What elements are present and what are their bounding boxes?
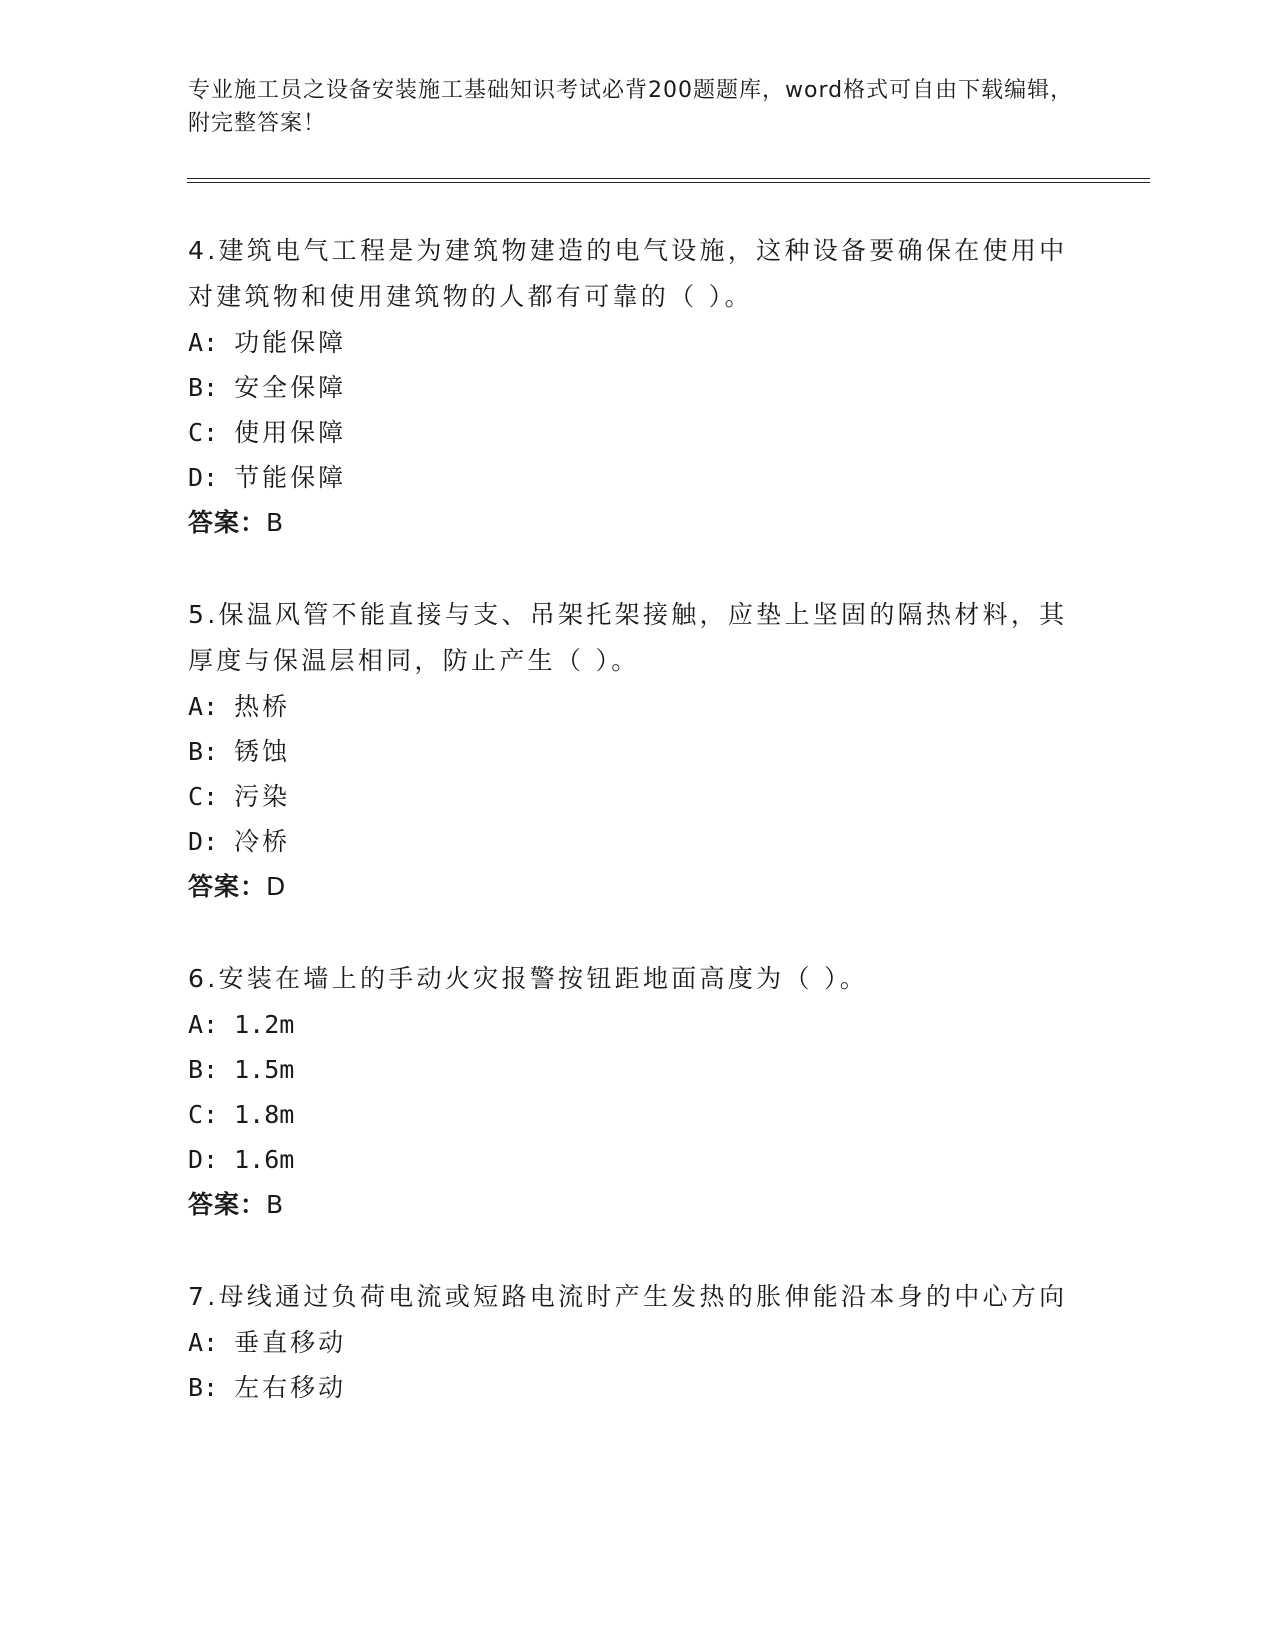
option-text: 垂直移动 <box>234 1328 347 1357</box>
question-text <box>188 592 1088 684</box>
option-letter: D: <box>188 463 219 492</box>
option-letter: A: <box>188 1010 219 1039</box>
answer-line <box>188 500 1088 546</box>
header-divider-bottom <box>187 182 1150 183</box>
answer-value: B <box>266 508 285 537</box>
answer-label: 答案： <box>188 508 267 537</box>
question-text <box>188 1274 1088 1320</box>
answer-value: B <box>266 1190 285 1219</box>
option-letter: D: <box>188 1145 219 1174</box>
option-a <box>188 1320 1088 1365</box>
option-letter: A: <box>188 1328 219 1357</box>
question-body: 安装在墙上的手动火灾报警按钮距地面高度为（ ）。 <box>218 964 869 993</box>
option-d <box>188 1137 1088 1182</box>
option-a <box>188 320 1088 365</box>
option-text: 节能保障 <box>234 463 347 492</box>
option-d <box>188 819 1088 864</box>
option-letter: D: <box>188 827 219 856</box>
option-text: 功能保障 <box>234 328 347 357</box>
option-letter: B: <box>188 737 219 766</box>
question-text <box>188 956 1088 1002</box>
option-text: 1.6m <box>234 1145 295 1174</box>
option-b <box>188 729 1088 774</box>
option-letter: C: <box>188 1100 219 1129</box>
option-text: 1.2m <box>234 1010 295 1039</box>
option-text: 锈蚀 <box>234 737 291 766</box>
option-letter: A: <box>188 692 219 721</box>
question-5 <box>188 592 1088 910</box>
document-header: 专业施工员之设备安装施工基础知识考试必背200题题库，word格式可自由下载编辑，附完整答案！ <box>188 78 1074 136</box>
option-letter: B: <box>188 1373 219 1402</box>
option-a <box>188 684 1088 729</box>
option-b <box>188 1365 1088 1410</box>
question-text <box>188 228 1088 320</box>
option-d <box>188 455 1088 500</box>
option-letter: B: <box>188 373 219 402</box>
question-body: 母线通过负荷电流或短路电流时产生发热的胀伸能沿本身的中心方向 <box>218 1282 1068 1311</box>
option-letter: C: <box>188 418 219 447</box>
answer-line <box>188 864 1088 910</box>
answer-line <box>188 1182 1088 1228</box>
option-b <box>188 365 1088 410</box>
question-body: 建筑电气工程是为建筑物建造的电气设施，这种设备要确保在使用中对建筑物和使用建筑物的人都有可靠的（ ）。 <box>188 236 1068 311</box>
header-divider-top <box>187 178 1150 179</box>
option-text: 冷桥 <box>234 827 291 856</box>
option-text: 热桥 <box>234 692 291 721</box>
question-number: 7. <box>188 1282 219 1311</box>
question-4 <box>188 228 1088 546</box>
option-letter: A: <box>188 328 219 357</box>
question-body: 保温风管不能直接与支、吊架托架接触，应垫上坚固的隔热材料，其厚度与保温层相同，防止产生（ ）。 <box>188 600 1068 675</box>
answer-value: D <box>266 872 287 901</box>
question-number: 6. <box>188 964 219 993</box>
option-letter: B: <box>188 1055 219 1084</box>
option-text: 1.8m <box>234 1100 295 1129</box>
answer-label: 答案： <box>188 872 267 901</box>
option-text: 使用保障 <box>234 418 347 447</box>
question-6 <box>188 956 1088 1228</box>
option-a <box>188 1002 1088 1047</box>
question-number: 5. <box>188 600 219 629</box>
option-text: 1.5m <box>234 1055 295 1084</box>
option-b <box>188 1047 1088 1092</box>
question-number: 4. <box>188 236 219 265</box>
option-c <box>188 410 1088 455</box>
option-letter: C: <box>188 782 219 811</box>
option-text: 安全保障 <box>234 373 347 402</box>
option-text: 左右移动 <box>234 1373 347 1402</box>
question-7 <box>188 1274 1088 1410</box>
answer-label: 答案： <box>188 1190 267 1219</box>
option-c <box>188 1092 1088 1137</box>
option-c <box>188 774 1088 819</box>
option-text: 污染 <box>234 782 291 811</box>
